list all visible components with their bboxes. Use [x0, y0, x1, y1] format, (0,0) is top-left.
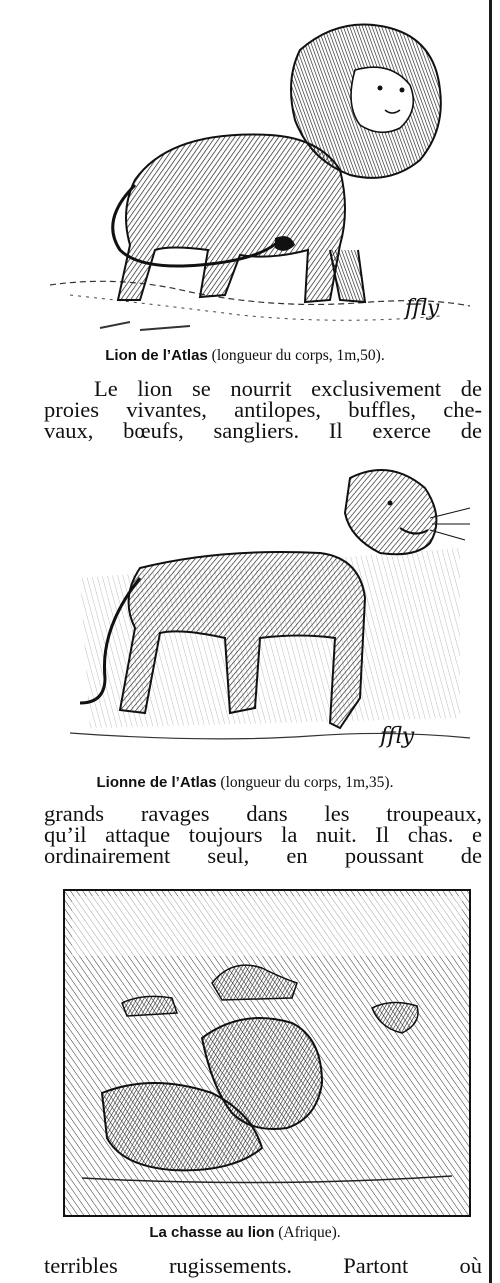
engraver-signature: ffly — [405, 296, 440, 321]
lioness-illustration — [60, 458, 480, 768]
engraver-signature: ffly — [380, 724, 415, 749]
figure-caption: Lion de l’Atlas (longueur du corps, 1m,50). — [105, 347, 385, 364]
lion-hunt-illustration — [62, 888, 472, 1218]
figure-caption: Lionne de l’Atlas (longueur du corps, 1m,35). — [96, 774, 394, 791]
body-paragraph: grands ravages dans les troupeaux, qu’il attaque toujours la nuit. Il chas. e ordinairement seul, en poussant de — [44, 801, 482, 868]
lion-illustration — [40, 10, 480, 340]
figure-caption: La chasse au lion (Afrique). — [149, 1224, 341, 1241]
body-paragraph: Le lion se nourrit exclusivement de proies vivantes, antilopes, buffles, che- vaux, bœufs, sangliers. Il exerce de — [44, 376, 482, 443]
column-rule — [489, 0, 492, 1283]
body-paragraph: terribles rugissements. Partont où — [44, 1253, 482, 1278]
